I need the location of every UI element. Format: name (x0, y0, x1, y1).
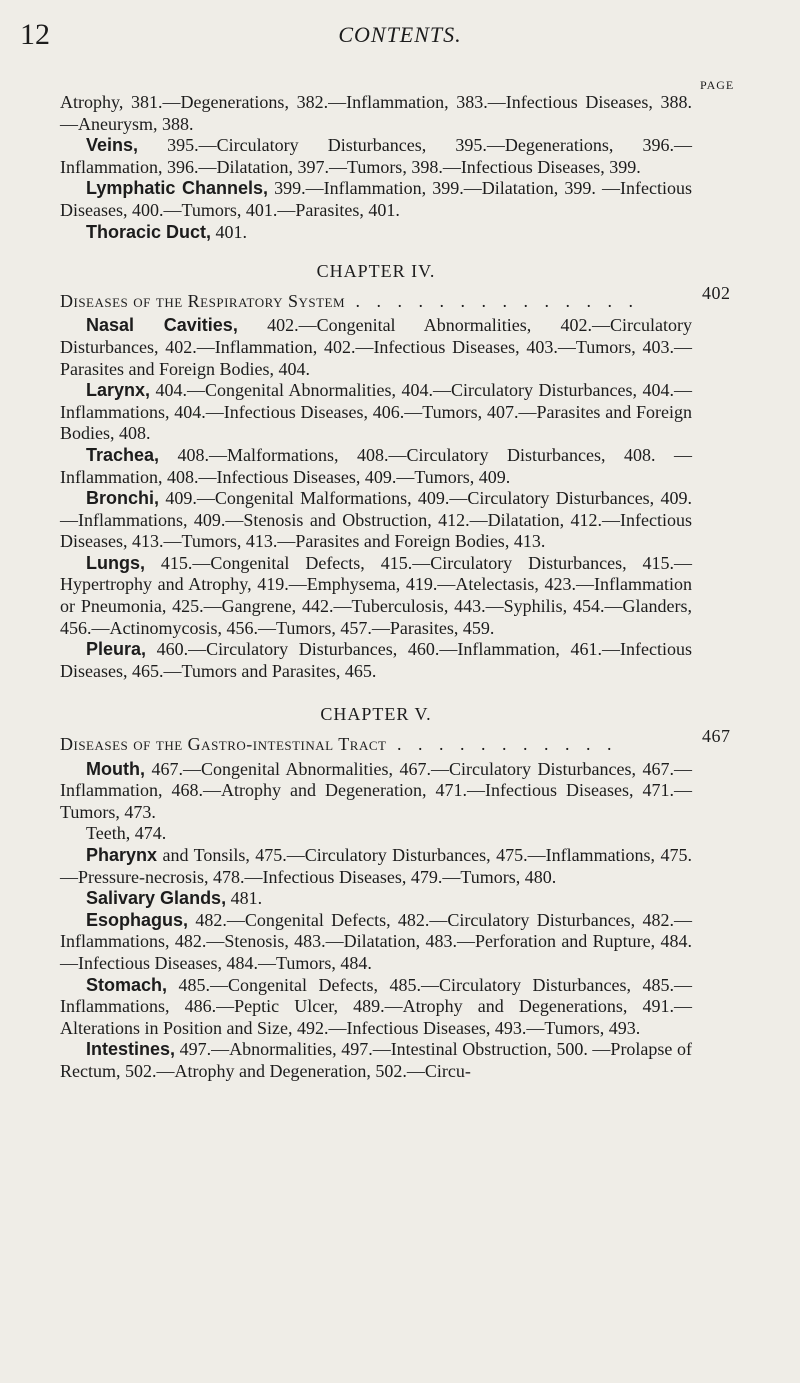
toc-entry: Lungs, 415.—Congenital Defects, 415.—Circulatory Disturbances, 415.—Hypertrophy and Atrophy, 419.—Emphysema, 419.—Atelectasis, 423.—Inflammation or Pneumonia, 425.—Gangrene, 442.—Tuberculosis, 443.—Syphilis, 454.—Glanders, 456.—Actinomycosis, 456.—Tumors, 457.—Parasites, 459. (60, 552, 692, 638)
toc-entry: Stomach, 485.—Congenital Defects, 485.—Circulatory Disturbances, 485.—Inflammations, 486.—Peptic Ulcer, 489.—Atrophy and Degenerations, 491.—Alterations in Position and Size, 492.—Infectious Diseases, 493.—Tumors, 493. (60, 974, 692, 1038)
chapter-heading: CHAPTER V. (320, 704, 432, 725)
toc-entry: Bronchi, 409.—Congenital Malformations, 409.—Circulatory Disturbances, 409.—Inflammations, 409.—Stenosis and Obstruction, 412.—Dilatation, 412.—Infectious Diseases, 413.—Tumors, 413.—Parasites and Foreign Bodies, 413. (60, 488, 692, 552)
entries-chapter-4 (60, 315, 692, 682)
toc-entry: Trachea, 408.—Malformations, 408.—Circulatory Disturbances, 408. —Inflammation, 408.—Infectious Diseases, 409.—Tumors, 409. (60, 444, 692, 487)
toc-entry: Esophagus, 482.—Congenital Defects, 482.—Circulatory Disturbances, 482.—Inflammations, 482.—Stenosis, 483.—Dilatation, 483.—Perforation and Rupture, 484.—Infectious Diseases, 484.—Tumors, 484. (60, 909, 692, 973)
toc-entry: Thoracic Duct, 401. (86, 221, 248, 242)
entries-chapter-5 (60, 759, 692, 1083)
toc-entry: Lymphatic Channels, 399.—Inflammation, 399.—Dilatation, 399. —Infectious Diseases, 400.—Tumors, 401.—Parasites, 401. (60, 178, 692, 220)
section-page: 467 (702, 726, 731, 747)
chapter-heading: CHAPTER IV. (316, 261, 436, 282)
section-title: Diseases of the Gastro-intestinal Tract . . . . . . . . . . . 467 (60, 726, 731, 755)
toc-entry: Pharynx and Tonsils, 475.—Circulatory Disturbances, 475.—Inflammations, 475.—Pressure-necrosis, 478.—Infectious Diseases, 479.—Tumors, 480. (60, 845, 692, 887)
entries-block-1 (60, 92, 692, 243)
toc-entry: Larynx, 404.—Congenital Abnormalities, 404.—Circulatory Disturbances, 404.—Inflammations, 404.—Infectious Diseases, 406.—Tumors, 407.—Parasites and Foreign Bodies, 408. (60, 380, 692, 444)
toc-entry: Intestines, 497.—Abnormalities, 497.—Intestinal Obstruction, 500. —Prolapse of Rectum, 502.—Atrophy and Degeneration, 502.—Circu- (60, 1039, 692, 1081)
running-head: CONTENTS. (338, 22, 462, 47)
toc-entry: Teeth, 474. (86, 823, 167, 844)
toc-entry: Mouth, 467.—Congenital Abnormalities, 467.—Circulatory Disturbances, 467.—Inflammation, 468.—Atrophy and Degeneration, 471.—Infectious Diseases, 471.—Tumors, 473. (60, 758, 692, 822)
page-number: 12 (20, 18, 50, 51)
contents-text (60, 92, 731, 1083)
toc-entry: Nasal Cavities, 402.—Congenital Abnormalities, 402.—Circulatory Disturbances, 402.—Inflammation, 402.—Infectious Diseases, 403.—Tumors, 403.—Parasites and Foreign Bodies, 404. (60, 315, 693, 379)
toc-entry: Veins, 395.—Circulatory Disturbances, 395.—Degenerations, 396.—Inflammation, 396.—Dilatation, 397.—Tumors, 398.—Infectious Diseases, 399. (60, 135, 692, 177)
section-title: Diseases of the Respiratory System . . . . . . . . . . . . . . 402 (60, 282, 731, 311)
toc-entry: Salivary Glands, 481. (86, 888, 263, 909)
toc-entry: Pleura, 460.—Circulatory Disturbances, 460.—Inflammation, 461.—Infectious Diseases, 465.—Tumors and Parasites, 465. (60, 639, 692, 681)
toc-entry: Atrophy, 381.—Degenerations, 382.—Inflammation, 383.—Infectious Diseases, 388.—Aneurysm, 388. (60, 92, 692, 134)
page-column-label: PAGE (700, 78, 735, 92)
section-page: 402 (702, 282, 731, 303)
